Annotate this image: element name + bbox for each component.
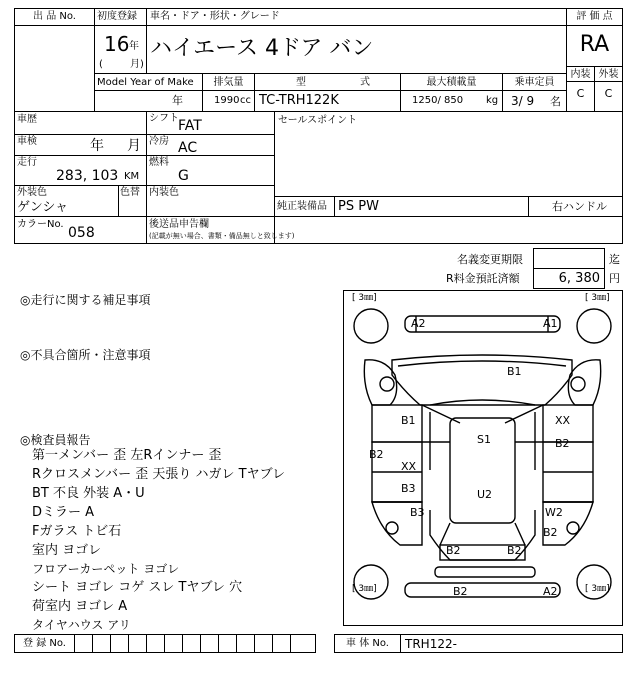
tread-front-left: [ 3㎜] xyxy=(352,293,377,303)
damage-mark: U2 xyxy=(477,488,493,501)
damage-mark: B2 xyxy=(446,544,461,557)
inspector-line: タイヤハウス アリ xyxy=(32,618,131,632)
hood xyxy=(392,355,572,405)
model-year-label: Model Year of Make xyxy=(97,77,194,88)
ext-color-label: 外装色 xyxy=(17,187,47,198)
model-code: TC-TRH122K xyxy=(259,93,339,108)
grade-value: RA xyxy=(579,32,610,57)
model-type-label-2: 式 xyxy=(360,77,370,88)
recycle-fee-unit: 円 xyxy=(609,272,620,285)
equipment-value: PS PW xyxy=(338,199,379,214)
tread-front-right: [ 3㎜] xyxy=(585,293,610,303)
damage-mark: S1 xyxy=(477,433,491,446)
inspector-line: フロアーカーペット ヨゴレ xyxy=(32,562,180,576)
damage-mark: B3 xyxy=(410,506,425,519)
aircon-value: AC xyxy=(178,140,198,156)
car-name: ハイエース 4ドア バン xyxy=(150,36,374,61)
inspector-line: 荷室内 ヨゴレ A xyxy=(32,599,128,614)
wheel-front-left xyxy=(354,309,388,343)
capacity-value: 3/ 9 xyxy=(511,94,535,108)
fuel-value: G xyxy=(178,168,189,184)
interior-score: C xyxy=(576,87,585,100)
sales-point-label: セールスポイント xyxy=(278,115,358,126)
chassis-no-label: 車 体 No. xyxy=(346,638,389,649)
inspector-line: 室内 ヨゴレ xyxy=(32,543,102,558)
later-report-note: (記載が無い場合、書類・備品無しと致します) xyxy=(149,232,295,240)
inspection-year-unit: 年 xyxy=(90,138,104,154)
damage-mark: B1 xyxy=(507,365,522,378)
mileage-value: 283, 103 xyxy=(56,168,119,184)
inspector-line: シート ヨゴレ コゲ スレ Tヤブレ 穴 xyxy=(32,580,243,595)
tread-rear-right: [ 3㎜] xyxy=(585,584,610,594)
first-registration-label: 初度登録 xyxy=(97,11,137,22)
damage-mark: B2 xyxy=(507,544,522,557)
damage-mark: A2 xyxy=(411,317,426,330)
tread-rear-left: [ 3㎜] xyxy=(352,584,377,594)
capacity-label: 乗車定員 xyxy=(514,77,555,88)
displacement-label: 排気量 xyxy=(213,77,244,88)
color-no-value: 058 xyxy=(68,225,95,241)
repaint-label: 色替 xyxy=(120,187,140,198)
first-reg-year-unit: 年 xyxy=(129,41,139,52)
inspector-report-title: ◎検査員報告 xyxy=(20,433,91,447)
name-change-label: 名義変更期限 xyxy=(457,253,523,266)
model-type-label-1: 型 xyxy=(296,77,306,88)
title-label: 車名・ドア・形状・グレード xyxy=(150,11,280,22)
damage-mark: B2 xyxy=(543,526,558,539)
mileage-label: 走行 xyxy=(17,157,37,168)
defects-notes-title: ◎不具合箇所・注意事項 xyxy=(20,348,151,362)
running-notes-title: ◎走行に関する補足事項 xyxy=(20,293,151,307)
grade-label: 評 価 点 xyxy=(576,11,613,22)
inspection-label: 車検 xyxy=(17,136,37,147)
inspector-line: BT 不良 外装 A・U xyxy=(32,486,145,501)
wheel-front-right xyxy=(577,309,611,343)
first-reg-month-unit: 月) xyxy=(130,59,144,70)
damage-mark: B2 xyxy=(555,437,570,450)
inspector-line: Fガラス トビ石 xyxy=(32,524,122,539)
steering-value: 右ハンドル xyxy=(552,200,607,213)
inspector-line: 第一メンバー 歪 左Rインナー 歪 xyxy=(32,448,222,463)
aircon-label: 冷房 xyxy=(149,136,169,147)
exterior-label: 外装 xyxy=(598,69,619,80)
int-color-label: 内装色 xyxy=(149,187,179,198)
mileage-unit: KM xyxy=(124,171,140,182)
displacement-unit: cc xyxy=(240,95,251,106)
recycle-fee-value: 6, 380 xyxy=(558,271,600,286)
damage-mark: A2 xyxy=(543,585,558,598)
name-change-unit: 迄 xyxy=(609,253,620,266)
fuel-label: 燃料 xyxy=(149,157,169,168)
damage-mark: B2 xyxy=(369,448,384,461)
damage-mark: B2 xyxy=(453,585,468,598)
exterior-score: C xyxy=(604,87,613,100)
damage-mark: XX xyxy=(555,414,571,427)
model-year-unit: 年 xyxy=(172,94,183,107)
damage-mark: XX xyxy=(401,460,417,473)
max-load-unit: kg xyxy=(486,95,499,106)
max-load-value: 1250/ 850 xyxy=(412,95,464,106)
rear-bumper xyxy=(405,583,560,597)
damage-mark: A1 xyxy=(543,317,558,330)
registration-no-label: 登 録 No. xyxy=(23,638,66,649)
front-bumper xyxy=(405,316,560,332)
history-label: 車歴 xyxy=(17,114,37,125)
inspection-month-unit: 月 xyxy=(127,138,141,154)
capacity-unit: 名 xyxy=(550,95,561,108)
interior-label: 内装 xyxy=(570,69,591,80)
damage-mark: B1 xyxy=(401,414,416,427)
ext-color-value: ゲンシャ xyxy=(17,200,69,215)
chassis-no-value: TRH122- xyxy=(405,637,457,651)
damage-mark: B3 xyxy=(401,482,416,495)
first-reg-month-open: ( xyxy=(99,59,103,70)
displacement-value: 1990 xyxy=(214,95,240,106)
first-reg-year: 16 xyxy=(104,32,130,56)
inspector-line: Rクロスメンバー 歪 天張り ハガレ Tヤブレ xyxy=(32,467,286,482)
lot-number-label: 出 品 No. xyxy=(33,11,76,22)
inspector-line: Dミラー A xyxy=(32,505,95,520)
color-no-label: カラーNo. xyxy=(17,219,64,230)
damage-mark: W2 xyxy=(545,506,563,519)
equipment-label: 純正装備品 xyxy=(277,201,327,212)
recycle-fee-label: R料金預託済額 xyxy=(446,272,520,285)
shift-label: シフト xyxy=(149,113,179,124)
max-load-label: 最大積載量 xyxy=(426,77,477,88)
later-report-label: 後送品申告欄 xyxy=(149,219,209,230)
shift-value: FAT xyxy=(178,118,202,134)
